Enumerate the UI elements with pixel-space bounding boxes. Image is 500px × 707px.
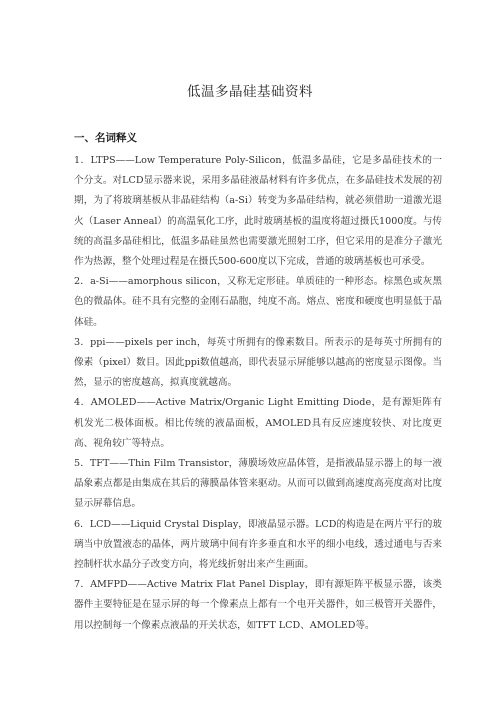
definition-ltps: 1．LTPS——Low Temperature Poly-Silicon，低温多晶硅，它是多晶硅技术的一个分支。对LCD显示器来说，采用多晶硅液晶材料有许多优点，在多晶硅技术发展的初期，为了将玻璃基板从非晶硅结构（a-Si）转变为多晶硅结构，就必须借助一道激光退火（Laser Anneal）的高温氧化工序，此时玻璃基板的温度将超过摄氏1000度。与传统的高温多晶硅相比，低温多晶硅虽然也需要激光照射工序，但它采用的是准分子激光作为热源，整个处理过程是在摄氏500-600度以下完成，普通的玻璃基板也可承受。 xyxy=(74,155,442,268)
definition-tft: 5．TFT——Thin Film Transistor，薄膜场效应晶体管，是指液晶显示器上的每一液晶象素点都是由集成在其后的薄膜晶体管来驱动。从而可以做到高速度高亮度高对比度显示屏幕信息。 xyxy=(74,458,442,510)
document-title: 低温多晶硅基础资料 xyxy=(187,84,313,100)
section-heading: 一、名词释义 xyxy=(74,132,137,144)
definition-amoled: 4．AMOLED——Active Matrix/Organic Light Emitting Diode，是有源矩阵有机发光二极体面板。相比传统的液晶面板，AMOLED具有反应速度较快、对比度更高、视角较广等特点。 xyxy=(74,397,442,449)
document-body xyxy=(74,130,442,636)
definition-amfpd: 7．AMFPD——Active Matrix Flat Panel Display，即有源矩阵平板显示器，该类器件主要特征是在显示屏的每一个像素点上都有一个电开关器件，如三极管开关器件，用以控制每一个像素点液晶的开关状态，如TFT LCD、AMOLED等。 xyxy=(74,579,442,631)
definition-ppi: 3．ppi——pixels per inch，每英寸所拥有的像素数目。所表示的是每英寸所拥有的像素（pixel）数目。因此ppi数值越高，即代表显示屏能够以越高的密度显示图像。当然，显示的密度越高，拟真度就越高。 xyxy=(74,336,442,389)
definition-lcd: 6．LCD——Liquid Crystal Display，即液晶显示器。LCD的构造是在两片平行的玻璃当中放置液态的晶体，两片玻璃中间有许多垂直和水平的细小电线，透过通电与否来控制杆状水晶分子改变方向，将光线折射出来产生画面。 xyxy=(74,518,442,571)
definition-a-si: 2．a-Si——amorphous silicon，又称无定形硅。单质硅的一种形态。棕黑色或灰黑色的微晶体。硅不具有完整的金刚石晶胞，纯度不高。熔点、密度和硬度也明显低于晶体硅。 xyxy=(74,276,442,328)
